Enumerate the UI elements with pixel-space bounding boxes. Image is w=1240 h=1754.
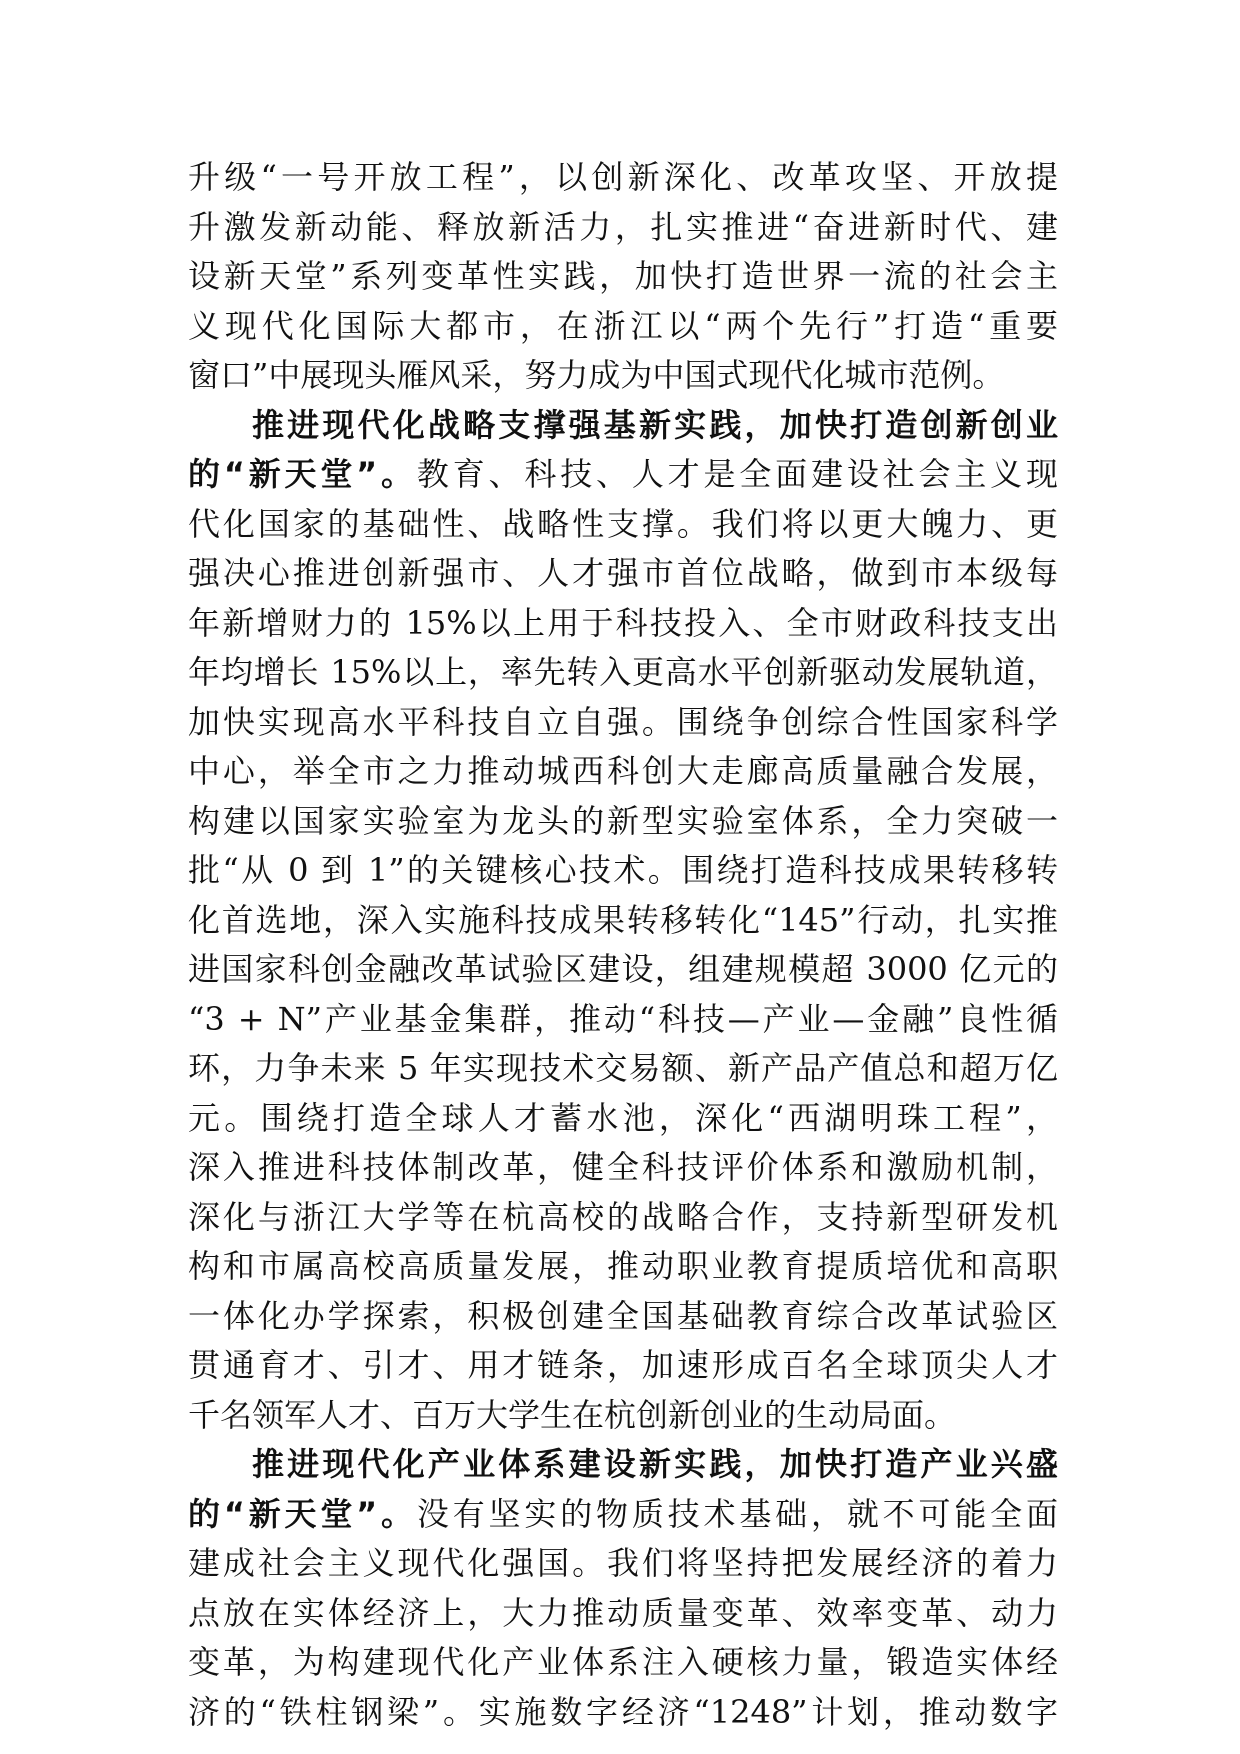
text-line [188, 1094, 1058, 1144]
body-text: 变革，为构建现代化产业体系注入硬核力量，锻造实体经 [188, 1643, 1058, 1681]
text-line [188, 698, 1058, 748]
text-line [188, 1242, 1058, 1292]
text-line [188, 203, 1058, 253]
body-text: 深入推进科技体制改革，健全科技评价体系和激励机制， [188, 1148, 1058, 1186]
text-line [188, 1391, 1058, 1441]
body-text: 构建以国家实验室为龙头的新型实验室体系，全力突破一 [188, 801, 1058, 840]
bold-heading-text: 的“新天堂”。 [188, 1494, 417, 1533]
body-text: 升激发新动能、释放新活力，扎实推进“奋进新时代、建 [188, 207, 1058, 246]
body-text: 批“从 0 到 1”的关键核心技术。围绕打造科技成果转移转 [188, 851, 1058, 889]
bold-heading-text: 推进现代化产业体系建设新实践，加快打造产业兴盛 [252, 1445, 1058, 1483]
body-text: 没有坚实的物质技术基础，就不可能全面 [416, 1494, 1058, 1533]
text-line [188, 302, 1058, 352]
text-line [188, 1440, 1058, 1490]
text-line [188, 846, 1058, 896]
body-text: 元。围绕打造全球人才蓄水池，深化“西湖明珠工程”， [188, 1098, 1058, 1137]
text-line [188, 1044, 1058, 1094]
text-line [188, 549, 1058, 599]
body-text: 强决心推进创新强市、人才强市首位战略，做到市本级每 [188, 554, 1058, 592]
body-text: 设新天堂”系列变革性实践，加快打造世界一流的社会主 [188, 257, 1058, 295]
body-text: 进国家科创金融改革试验区建设，组建规模超 3000 亿元的 [188, 950, 1058, 988]
text-line [188, 599, 1058, 649]
body-text: 义现代化国际大都市，在浙江以“两个先行”打造“重要 [188, 306, 1058, 345]
text-line [188, 1292, 1058, 1342]
text-line [188, 995, 1058, 1045]
text-line [188, 1688, 1058, 1738]
text-line [188, 1143, 1058, 1193]
text-line [188, 351, 1058, 401]
body-text: 化首选地，深入实施科技成果转移转化“145”行动，扎实推 [188, 900, 1058, 939]
text-line [188, 648, 1058, 698]
body-text: 窗口”中展现头雁风采，努力成为中国式现代化城市范例。 [188, 356, 1005, 394]
body-text: “3 + N”产业基金集群，推动“科技—产业—金融”良性循 [188, 999, 1058, 1038]
bold-heading-text: 的“新天堂”。 [188, 455, 417, 493]
bold-heading-text: 推进现代化战略支撑强基新实践，加快打造创新创业 [252, 405, 1058, 444]
body-text: 环，力争未来 5 年实现技术交易额、新产品产值总和超万亿 [188, 1049, 1058, 1087]
paragraph [188, 153, 1058, 401]
body-text: 一体化办学探索，积极创建全国基础教育综合改革试验区 [188, 1296, 1058, 1335]
text-line [188, 1589, 1058, 1639]
body-text: 贯通育才、引才、用才链条，加速形成百名全球顶尖人才 [188, 1346, 1058, 1384]
body-text: 建成社会主义现代化强国。我们将坚持把发展经济的着力 [188, 1544, 1058, 1582]
text-line [188, 1341, 1058, 1391]
document-page [188, 153, 1058, 1737]
paragraph [188, 401, 1058, 1441]
text-line [188, 945, 1058, 995]
paragraph [188, 1440, 1058, 1737]
body-text: 代化国家的基础性、战略性支撑。我们将以更大魄力、更 [188, 504, 1058, 543]
body-text: 济的“铁柱钢梁”。实施数字经济“1248”计划，推动数字 [188, 1692, 1058, 1731]
text-line [188, 252, 1058, 302]
text-line [188, 500, 1058, 550]
body-text: 年新增财力的 15%以上用于科技投入、全市财政科技支出 [188, 603, 1058, 642]
body-text: 年均增长 15%以上，率先转入更高水平创新驱动发展轨道， [188, 653, 1058, 691]
body-text: 升级“一号开放工程”，以创新深化、改革攻坚、开放提 [188, 158, 1058, 196]
body-text: 教育、科技、人才是全面建设社会主义现 [416, 455, 1058, 493]
body-text: 深化与浙江大学等在杭高校的战略合作，支持新型研发机 [188, 1197, 1058, 1236]
text-line [188, 1539, 1058, 1589]
body-text: 加快实现高水平科技自立自强。围绕争创综合性国家科学 [188, 702, 1058, 741]
body-text: 构和市属高校高质量发展，推动职业教育提质培优和高职 [188, 1247, 1058, 1285]
text-line [188, 1193, 1058, 1243]
body-text: 千名领军人才、百万大学生在杭创新创业的生动局面。 [188, 1395, 957, 1434]
body-text: 中心，举全市之力推动城西科创大走廊高质量融合发展， [188, 752, 1058, 790]
text-line [188, 401, 1058, 451]
text-line [188, 450, 1058, 500]
text-line [188, 896, 1058, 946]
body-text: 点放在实体经济上，大力推动质量变革、效率变革、动力 [188, 1593, 1058, 1632]
text-line [188, 153, 1058, 203]
text-line [188, 747, 1058, 797]
text-line [188, 1638, 1058, 1688]
text-line [188, 797, 1058, 847]
text-line [188, 1490, 1058, 1540]
